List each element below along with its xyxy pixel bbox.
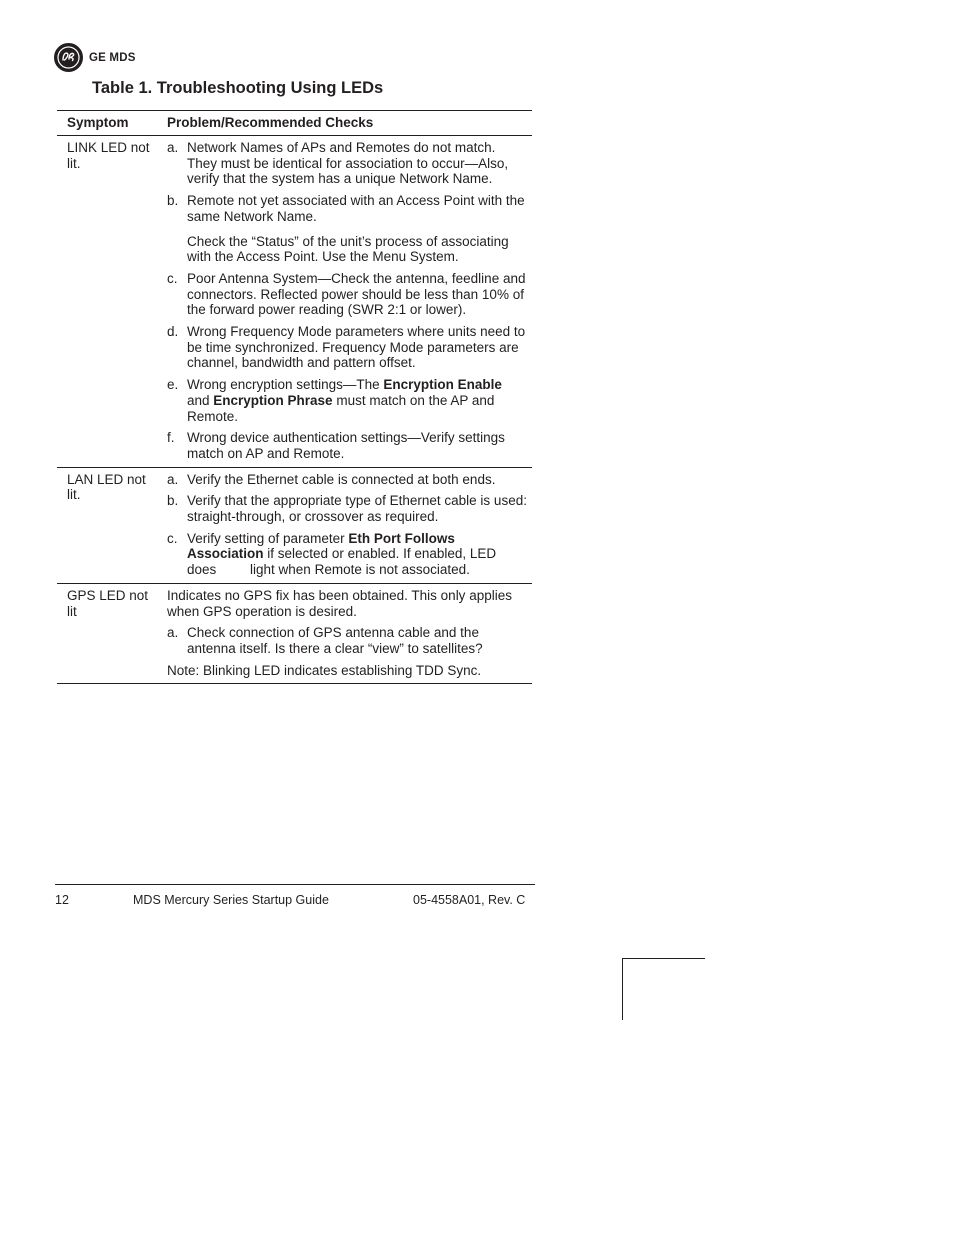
troubleshooting-table [57,110,532,684]
column-header-checks: Problem/Recommended Checks [167,115,374,130]
footer-title: MDS Mercury Series Startup Guide [133,893,329,907]
table-header-row [57,111,532,135]
parameter-name: Encryption Phrase [213,392,333,408]
checks-cell [167,140,527,462]
column-header-symptom: Symptom [67,115,129,130]
list-item: c. Poor Antenna System—Check the antenna, feedline and connectors. Reflected power should be less than 10% of the forward power reading (SWR 2:1 or lower). [167,270,526,318]
list-item: d. Wrong Frequency Mode parameters where units need to be time synchronized. Frequency Mode parameters are channel, bandwidth and pattern offset. [167,324,526,371]
checks-cell [167,588,527,679]
checks-cell [167,472,527,578]
table-row-link-led [57,136,532,462]
document-number: 05-4558A01, Rev. C [413,893,526,907]
crop-mark-vertical [622,958,623,1020]
list-item: e. Wrong encryption settings—The Encryption Enable and Encryption Phrase must match on the AP and Remote. [167,377,502,424]
list-item: a. Verify the Ethernet cable is connected at both ends. [167,471,496,487]
footer-rule [55,884,535,885]
symptom-cell: GPS LED not lit [67,587,149,619]
page-number: 12 [55,893,69,907]
list-item-continuation: Check the “Status” of the unit’s process of associating with the Access Point. Use the Menu System. [187,233,509,265]
crop-mark-horizontal [622,958,705,959]
parameter-name: Eth Port Follows Association [187,530,455,562]
brand-name: GE MDS [89,51,136,64]
symptom-cell: LINK LED not lit. [67,140,150,171]
list-item: c. Verify setting of parameter Eth Port Follows Association if selected or enabled. If enabled, LED does light when Remote is not associated. [167,530,497,578]
table-row-gps-led [57,584,532,679]
parameter-name: Encryption Enable [383,377,502,393]
brand-logo [54,43,136,72]
list-item: b. Remote not yet associated with an Access Point with the same Network Name. [167,193,525,224]
ge-monogram-icon [54,43,83,72]
list-item: a. Network Names of APs and Remotes do not match. They must be identical for association to occur—Also, verify that the system has a unique Network Name. [167,140,509,187]
list-item: a. Check connection of GPS antenna cable and the antenna itself. Is there a clear “view” to satellites? [167,625,483,656]
table-title: Table 1. Troubleshooting Using LEDs [92,79,384,97]
symptom-cell: LAN LED not lit. [67,471,146,503]
list-item: f. Wrong device authentication settings—Verify settings match on AP and Remote. [167,430,505,461]
row-note: Note: Blinking LED indicates establishing TDD Sync. [167,662,482,678]
table-bottom-rule [57,683,532,684]
row-intro: Indicates no GPS fix has been obtained. This only applies when GPS operation is desired. [167,587,512,619]
list-item: b. Verify that the appropriate type of Ethernet cable is used: straight-through, or crossover as required. [167,493,527,525]
table-row-lan-led [57,468,532,578]
